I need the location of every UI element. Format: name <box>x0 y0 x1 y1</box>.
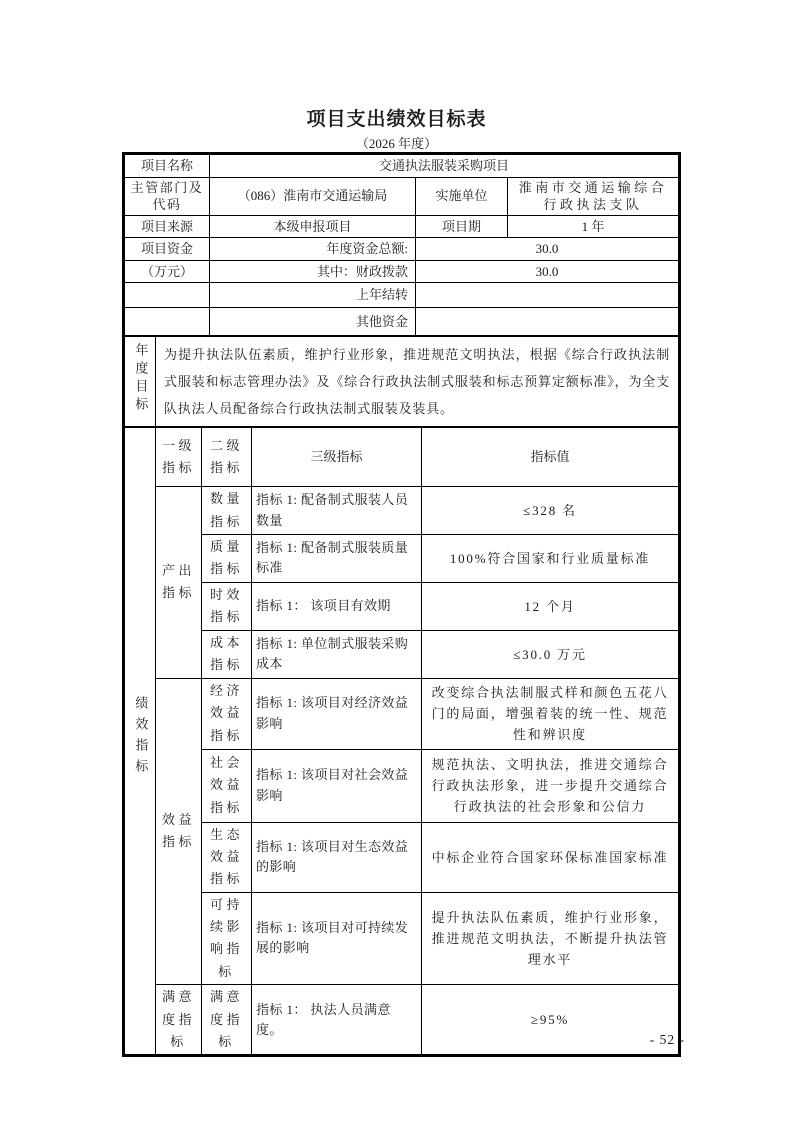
level2-timeliness: 时效指标 <box>202 582 252 630</box>
level3-social: 指标 1: 该项目对社会效益影响 <box>252 749 422 822</box>
fund-label-bottom: （万元） <box>125 260 210 283</box>
fund-total-label: 年度资金总额: <box>210 238 416 261</box>
level3-cost: 指标 1: 单位制式服装采购成本 <box>252 630 422 678</box>
table-row <box>125 749 679 822</box>
level2-satisfaction: 满意度指标 <box>202 985 252 1055</box>
fund-fiscal-value: 30.0 <box>416 260 679 283</box>
level3-quantity: 指标 1: 配备制式服装人员数量 <box>252 487 422 535</box>
table-row <box>125 985 679 1055</box>
table-row <box>125 155 679 178</box>
period-value: 1 年 <box>508 215 679 238</box>
header-level3: 三级指标 <box>252 428 422 487</box>
fund-fiscal-label: 其中：财政拨款 <box>210 260 416 283</box>
table-row <box>125 487 679 535</box>
indicators-section-label: 绩效指标 <box>133 696 149 781</box>
table-row <box>125 822 679 892</box>
level2-ecological: 生态效益指标 <box>202 822 252 892</box>
fund-other-value <box>416 308 679 336</box>
table-row <box>125 582 679 630</box>
table-row <box>125 630 679 678</box>
value-sustain: 提升执法队伍素质，维护行业形象，推进规范文明执法，不断提升执法管理水平 <box>422 892 679 984</box>
page-number: - 52 - <box>649 1032 685 1047</box>
project-name-value: 交通执法服装采购项目 <box>210 155 679 178</box>
group-output: 产出指标 <box>156 487 202 678</box>
annual-goal-table <box>124 336 679 427</box>
level3-satisfaction: 指标 1： 执法人员满意度。 <box>252 985 422 1055</box>
info-table <box>124 154 679 336</box>
table-row <box>125 678 679 749</box>
fund-carryover-value <box>416 283 679 308</box>
impl-unit-value: 淮南市交通运输综合行政执法支队 <box>508 177 679 215</box>
page-title: 项目支出绩效目标表 <box>306 109 487 130</box>
page-subtitle: （2026 年度） <box>355 136 438 151</box>
group-satisfaction: 满意度指标 <box>156 985 202 1055</box>
table-row <box>125 177 679 215</box>
value-quantity: ≤328 名 <box>422 487 679 535</box>
table-row <box>125 892 679 984</box>
fund-total-value: 30.0 <box>416 238 679 261</box>
table-row <box>125 337 679 427</box>
table-row <box>125 215 679 238</box>
value-social: 规范执法、文明执法，推进交通综合行政执法形象，进一步提升交通综合行政执法的社会形象和公信力 <box>422 749 679 822</box>
indicators-table <box>124 427 679 1055</box>
table-row <box>125 534 679 582</box>
annual-goal-text: 为提升执法队伍素质，维护行业形象，推进规范文明执法，根据《综合行政执法制式服装和标志管理办法》及《综合行政执法制式服装和标志预算定额标准》，为全支队执法人员配备综合行政执法制式服装及装具。 <box>156 337 679 427</box>
value-economic: 改变综合执法制服式样和颜色五花八门的局面，增强着装的统一性、规范性和辨识度 <box>422 678 679 749</box>
table-row <box>125 238 679 261</box>
level2-economic: 经济效益指标 <box>202 678 252 749</box>
dept-label: 主管部门及代码 <box>125 177 210 215</box>
table-row <box>125 308 679 336</box>
level3-quality: 指标 1: 配备制式服装质量标准 <box>252 534 422 582</box>
value-ecological: 中标企业符合国家环保标准国家标准 <box>422 822 679 892</box>
indicators-section-cell <box>125 428 156 1055</box>
fund-other-label: 其他资金 <box>210 308 416 336</box>
header-level1: 一级指标 <box>156 428 202 487</box>
dept-value: （086）淮南市交通运输局 <box>210 177 416 215</box>
level2-cost: 成本指标 <box>202 630 252 678</box>
fund-label-empty <box>125 308 210 336</box>
fund-carryover-label: 上年结转 <box>210 283 416 308</box>
annual-goal-label-cell <box>125 337 156 427</box>
group-benefit: 效益指标 <box>156 678 202 985</box>
table-row <box>125 283 679 308</box>
level2-social: 社会效益指标 <box>202 749 252 822</box>
value-timeliness: 12 个月 <box>422 582 679 630</box>
level3-economic: 指标 1: 该项目对经济效益影响 <box>252 678 422 749</box>
level3-sustain: 指标 1: 该项目对可持续发展的影响 <box>252 892 422 984</box>
value-satisfaction: ≥95% <box>422 985 679 1055</box>
header-level2: 二级指标 <box>202 428 252 487</box>
impl-unit-label: 实施单位 <box>416 177 508 215</box>
value-quality: 100%符合国家和行业质量标准 <box>422 534 679 582</box>
table-row <box>125 260 679 283</box>
level2-sustain: 可持续影响指标 <box>202 892 252 984</box>
fund-label-empty <box>125 283 210 308</box>
source-label: 项目来源 <box>125 215 210 238</box>
level3-timeliness: 指标 1： 该项目有效期 <box>252 582 422 630</box>
level2-quality: 质量指标 <box>202 534 252 582</box>
project-name-label: 项目名称 <box>125 155 210 178</box>
annual-goal-label: 年度目标 <box>133 343 149 415</box>
period-label: 项目期 <box>416 215 508 238</box>
source-value: 本级申报项目 <box>210 215 416 238</box>
value-cost: ≤30.0 万元 <box>422 630 679 678</box>
level3-ecological: 指标 1: 该项目对生态效益的影响 <box>252 822 422 892</box>
level2-quantity: 数量指标 <box>202 487 252 535</box>
performance-target-table <box>122 152 681 1057</box>
table-row <box>125 428 679 487</box>
fund-label-top: 项目资金 <box>125 238 210 261</box>
header-value: 指标值 <box>422 428 679 487</box>
